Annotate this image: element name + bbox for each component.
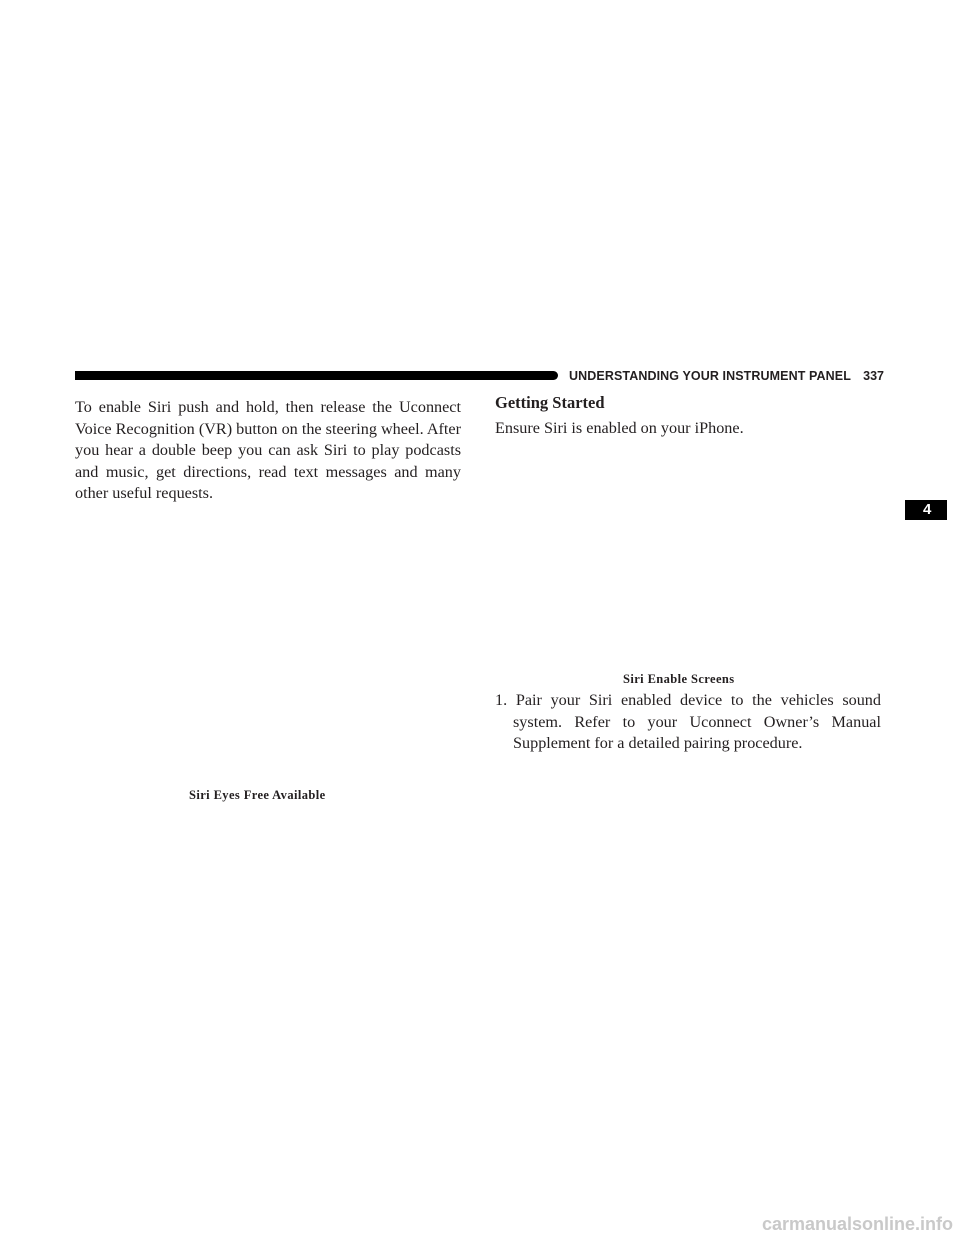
figure-siri-eyes-free	[75, 500, 461, 780]
header-rule	[75, 371, 558, 380]
ensure-paragraph: Ensure Siri is enabled on your iPhone.	[495, 419, 744, 437]
figure-caption-siri-enable-screens: Siri Enable Screens	[623, 672, 735, 686]
step-list	[495, 690, 881, 755]
list-item: 1. Pair your Siri enabled device to the vehicles sound system. Refer to your Uconnect Owner’s Manual Supplement for a detailed pairing procedure.	[495, 691, 881, 752]
intro-paragraph: To enable Siri push and hold, then release the Uconnect Voice Recognition (VR) button on the steering wheel. After you hear a double beep you can ask Siri to play podcasts and music, get directions, read text messages and many other useful requests.	[75, 398, 461, 502]
figure-caption-siri-eyes-free: Siri Eyes Free Available	[189, 788, 326, 802]
page-number: 337	[863, 369, 884, 383]
section-heading: Getting Started	[495, 393, 605, 412]
running-header-title: UNDERSTANDING YOUR INSTRUMENT PANEL	[569, 369, 851, 383]
chapter-tab: 4	[905, 500, 947, 520]
watermark-logo: carmanualsonline.info	[761, 1214, 953, 1234]
figure-siri-enable-screens	[495, 460, 881, 665]
